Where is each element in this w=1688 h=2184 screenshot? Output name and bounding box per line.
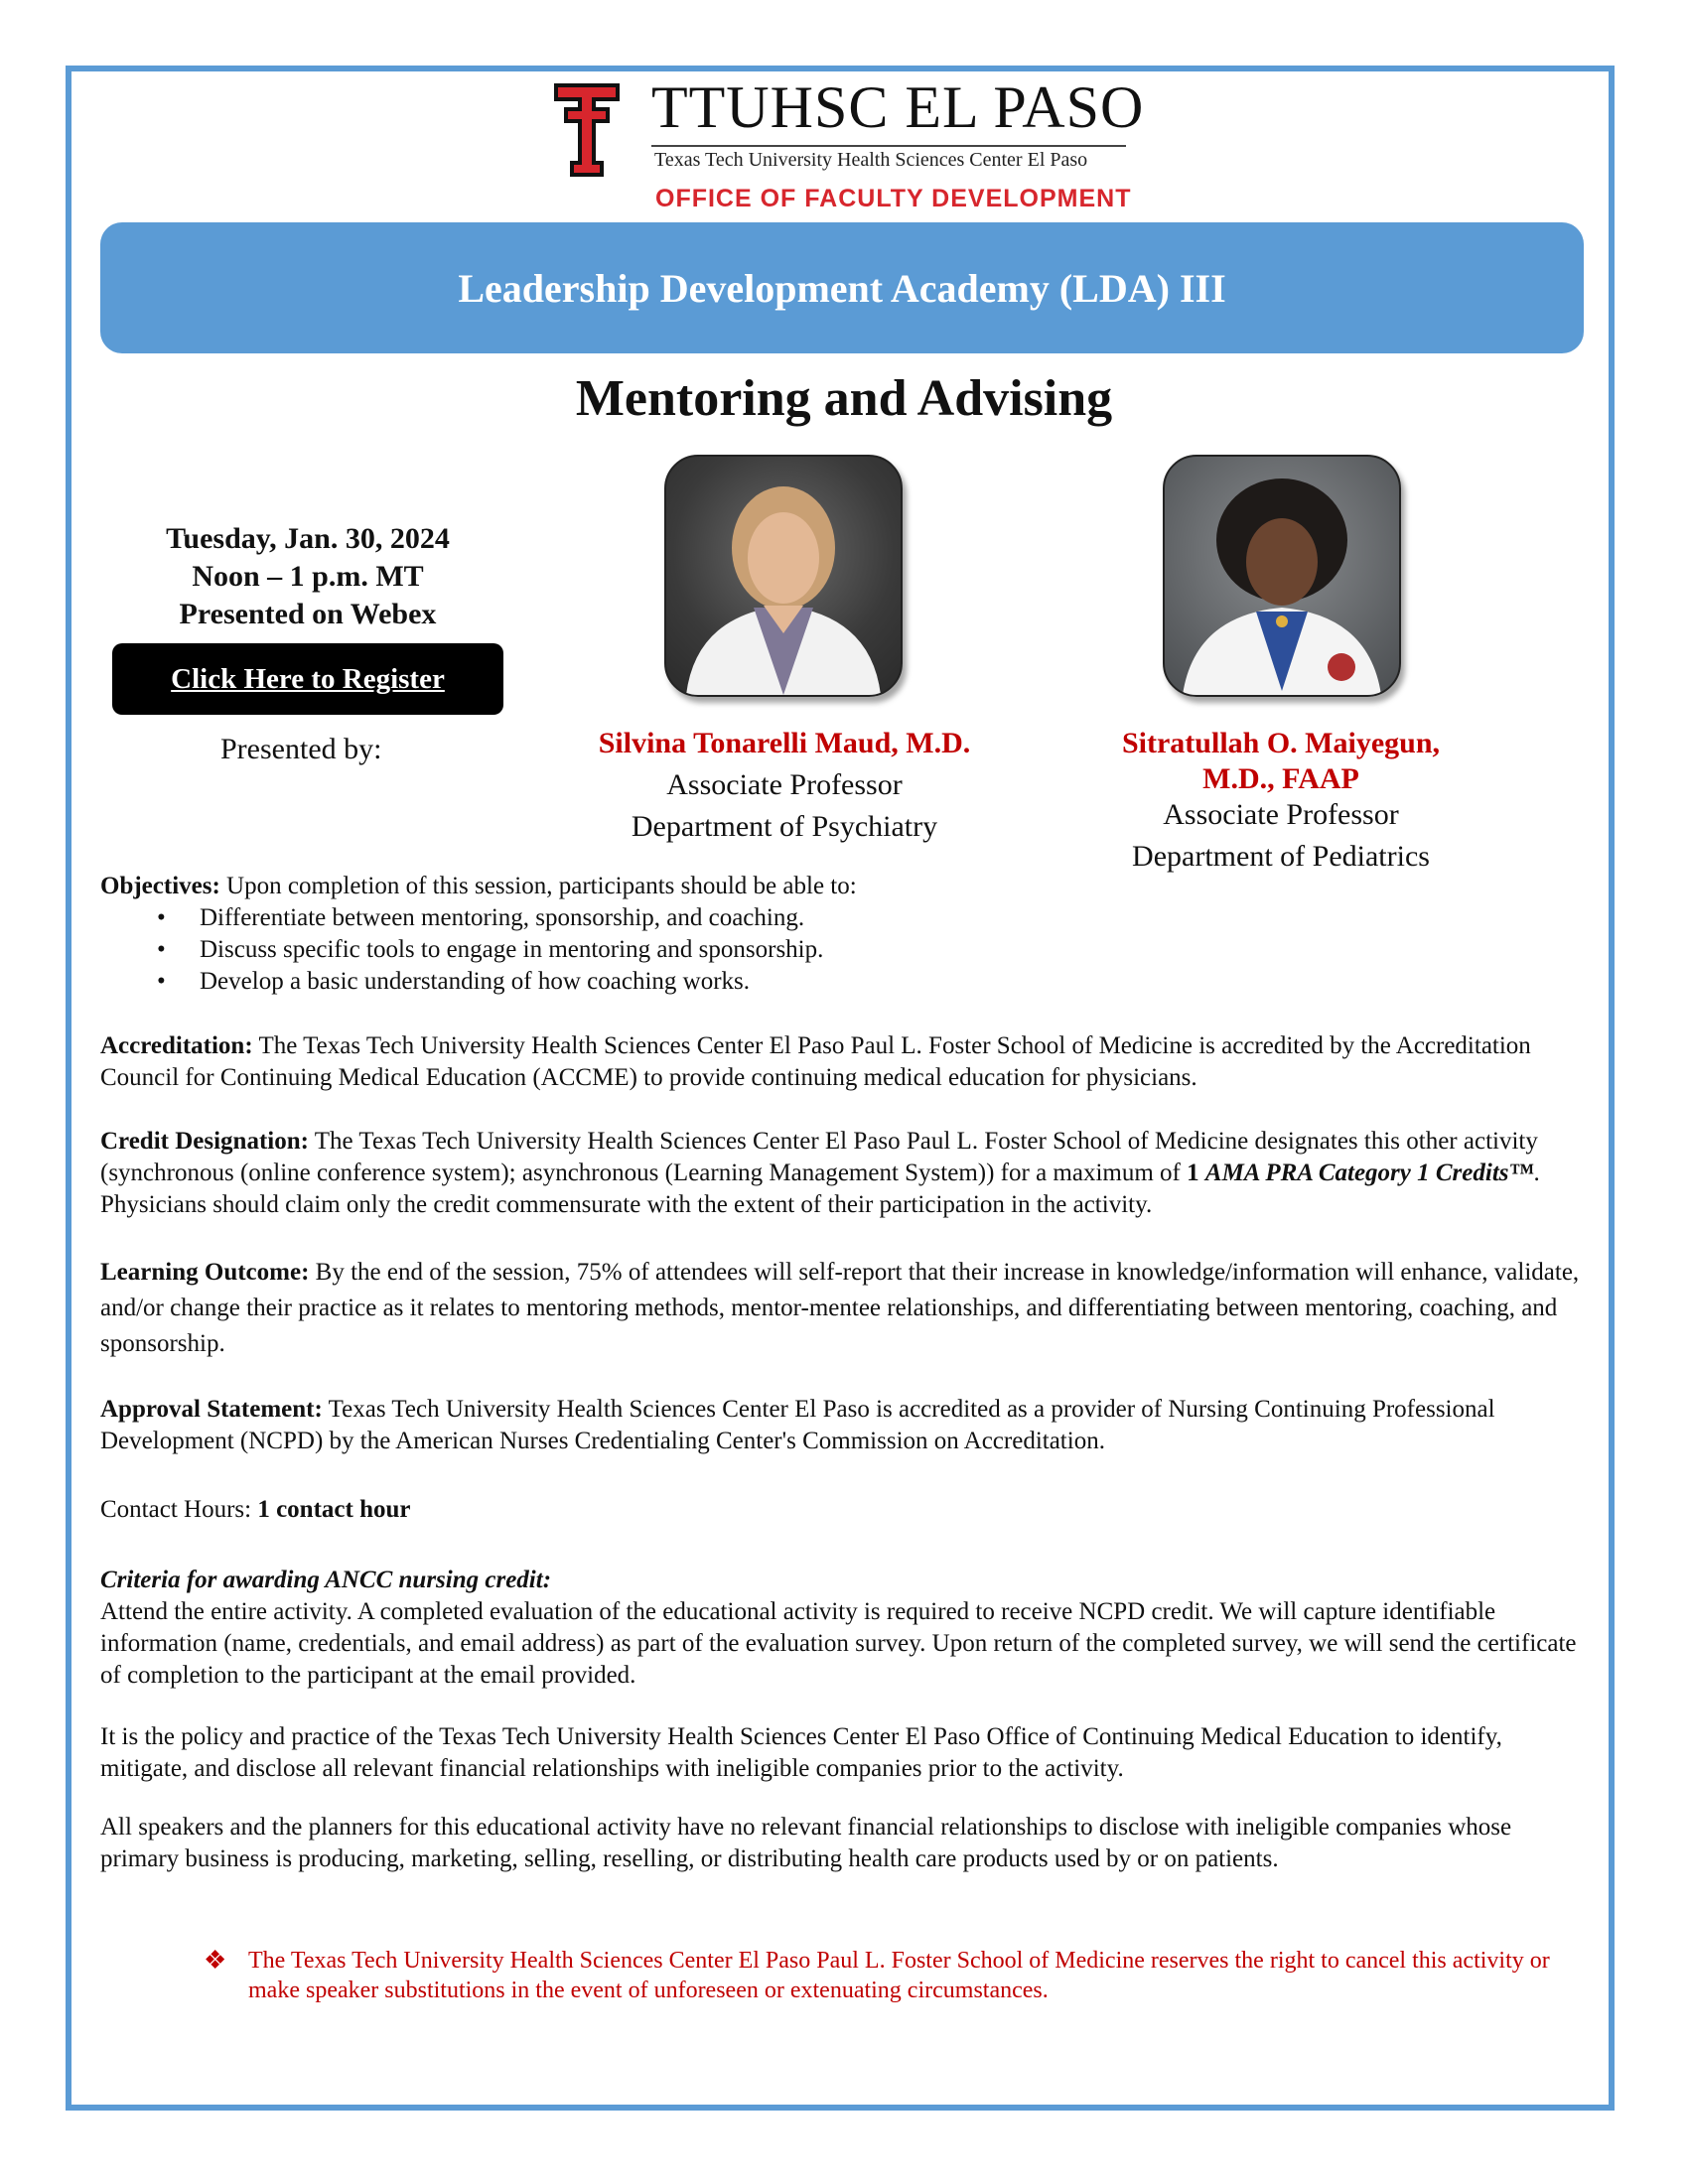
page-title: Mentoring and Advising — [575, 370, 1113, 427]
criteria-text: Attend the entire activity. A completed evaluation of the educational activity is required to receive NCPD credit. We will capture identifiable information (name, credentials, and email address) as part of the evaluation survey. Upon return of the completed survey, we will send the certificate of completion to the participant at the email provided. — [100, 1598, 1577, 1689]
approval-section — [100, 1394, 1590, 1457]
speaker-1-dept: Department of Psychiatry — [631, 810, 938, 843]
list-item: • Differentiate between mentoring, sponsorship, and coaching. — [100, 902, 1093, 934]
program-banner-text: Leadership Development Academy (LDA) III — [458, 265, 1226, 311]
event-date: Tuesday, Jan. 30, 2024 — [166, 522, 450, 555]
logo-divider — [651, 145, 1126, 147]
objectives-label: Objectives: — [100, 873, 220, 899]
diamond-bullet-icon: ❖ — [204, 1946, 227, 1975]
approval-text: Texas Tech University Health Sciences Center El Paso is accredited as a provider of Nursing Continuing Professional Development (NCPD) by the American Nurses Credentialing Center's Commission on Accreditation. — [100, 1396, 1495, 1454]
list-item: • Develop a basic understanding of how coaching works. — [100, 966, 1093, 998]
learning-outcome-section — [100, 1255, 1590, 1362]
objectives-intro: Upon completion of this session, participants should be able to: — [219, 873, 857, 899]
speaker-1-photo — [664, 455, 903, 697]
logo-subtitle: Texas Tech University Health Sciences Center El Paso — [654, 149, 1088, 171]
disclosure-text: All speakers and the planners for this educational activity have no relevant financial relationships to disclose with ineligible companies whose primary business is producing, marketing, selling, reselling, or distributing health care products used by or on patients. — [100, 1814, 1512, 1872]
criteria-section — [100, 1565, 1590, 1692]
credit-label: Credit Designation: — [100, 1128, 309, 1155]
speaker-1-name: Silvina Tonarelli Maud, M.D. — [598, 727, 971, 759]
contact-hours-value: 1 contact hour — [257, 1496, 411, 1523]
event-venue: Presented on Webex — [179, 598, 437, 630]
event-time: Noon – 1 p.m. MT — [192, 560, 424, 593]
speaker-1-title: Associate Professor — [666, 768, 903, 801]
register-button[interactable]: Click Here to Register — [112, 643, 503, 715]
policy-text: It is the policy and practice of the Texas Tech University Health Sciences Center El Paso Office of Continuing Medical Education to identify, mitigate, and disclose all relevant financial relationships with ineligible companies prior to the activity. — [100, 1723, 1502, 1782]
speaker-1 — [546, 723, 1023, 848]
objectives-section — [100, 871, 1093, 998]
credit-section: Credit Designation: The Texas Tech University Health Sciences Center El Paso Paul L. Foster School of Medicine designates this other activity (synchronous (online conference system); asynchronous (Learning Management System)) for a maximum of 1 AMA PRA Category 1 Credits™. Physicians should claim only the credit commensurate with the extent of their participation in the activity. — [100, 1128, 1540, 1218]
speaker-1-portrait-icon — [666, 457, 901, 695]
bullet-icon: • — [157, 936, 166, 963]
speaker-2-portrait-icon — [1165, 457, 1399, 695]
speaker-2-title: Associate Professor — [1163, 798, 1399, 831]
speaker-2-name-line1: Sitratullah O. Maiyegun, — [1121, 727, 1441, 759]
speaker-2-photo — [1163, 455, 1401, 697]
double-t-logo-icon — [552, 79, 622, 181]
presented-by-label: Presented by: — [220, 733, 382, 765]
event-info — [99, 520, 516, 633]
list-item: • Discuss specific tools to engage in mentoring and sponsorship. — [100, 934, 1093, 966]
criteria-heading: Criteria for awarding ANCC nursing credit: — [100, 1567, 552, 1593]
approval-label: Approval Statement: — [100, 1396, 323, 1423]
learning-outcome-text: By the end of the session, 75% of attendees will self-report that their increase in knowledge/information will enhance, validate, and/or change their practice as it relates to mentoring methods, mentor-mentee relationships, and differentiating between mentoring, coaching, and sponsorship. — [100, 1259, 1580, 1357]
cancellation-notice-text: The Texas Tech University Health Sciences Center El Paso Paul L. Foster School of Medicine reserves the right to cancel this activity or make speaker substitutions in the event of unforeseen or extenuating circumstances. — [248, 1948, 1550, 2003]
ama-credit-text: AMA PRA Category 1 Credits™ — [1204, 1160, 1534, 1186]
program-banner — [100, 222, 1584, 353]
logo-name: TTUHSC EL PASO — [651, 74, 1145, 140]
cancellation-notice — [204, 1946, 1594, 2005]
accreditation-text: The Texas Tech University Health Sciences Center El Paso Paul L. Foster School of Medicine is accredited by the Accreditation Council for Continuing Medical Education (ACCME) to provide continuing medical education for physicians. — [100, 1032, 1531, 1091]
learning-outcome-label: Learning Outcome: — [100, 1259, 310, 1286]
speaker-2-dept: Department of Pediatrics — [1132, 840, 1430, 873]
bullet-icon: • — [157, 904, 166, 931]
speaker-2-name-line2: M.D., FAAP — [1202, 762, 1359, 795]
contact-hours — [100, 1494, 1590, 1526]
ttuhsc-logo — [552, 74, 1145, 218]
bullet-icon: • — [157, 968, 166, 995]
accreditation-label: Accreditation: — [100, 1032, 253, 1059]
speaker-2 — [1053, 723, 1509, 878]
objectives-list — [100, 902, 1093, 998]
office-name: OFFICE OF FACULTY DEVELOPMENT — [655, 185, 1132, 212]
accreditation-section — [100, 1030, 1590, 1094]
contact-hours-label: Contact Hours: — [100, 1496, 258, 1523]
